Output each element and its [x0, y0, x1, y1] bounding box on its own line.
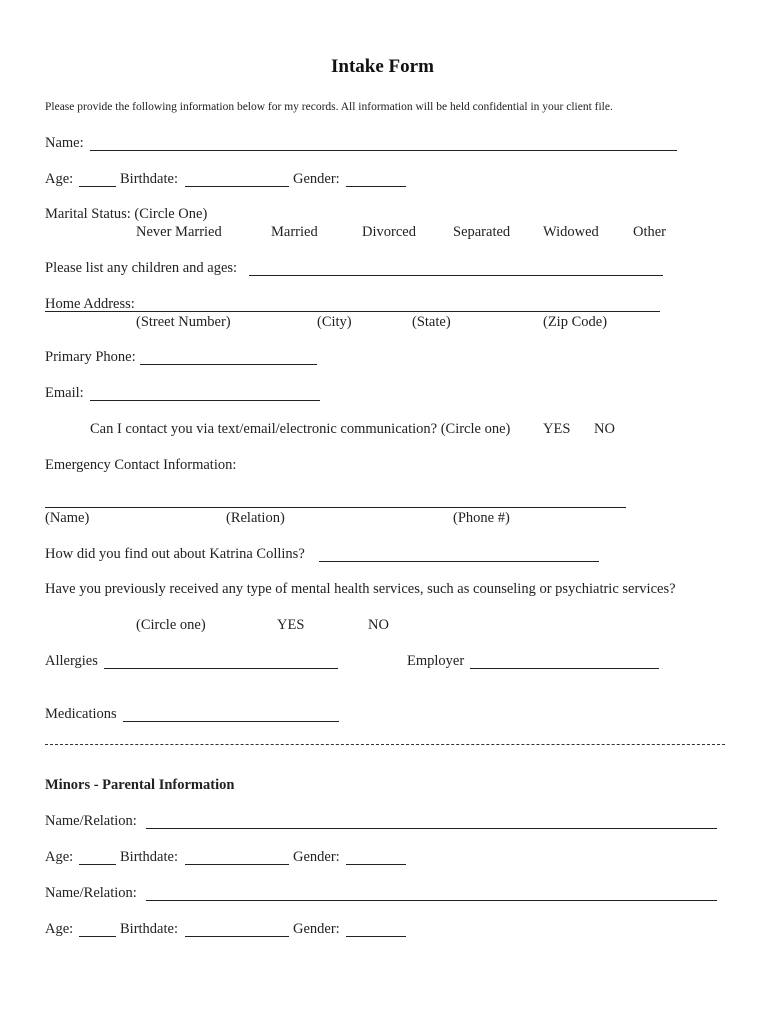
street-number-label: (Street Number): [136, 314, 231, 330]
marital-status-label: Marital Status: (Circle One): [45, 206, 208, 222]
name-label: Name:: [45, 135, 84, 151]
minor-birthdate-label-1: Birthdate:: [120, 849, 178, 865]
contact-question: Can I contact you via text/email/electronic communication? (Circle one): [90, 421, 511, 437]
emergency-contact-field[interactable]: [45, 507, 626, 508]
minors-heading: Minors - Parental Information: [45, 777, 235, 793]
emergency-relation-label: (Relation): [226, 510, 285, 526]
age-label: Age:: [45, 171, 74, 187]
minor-birthdate-label-2: Birthdate:: [120, 921, 178, 937]
gender-field[interactable]: [346, 186, 406, 187]
home-address-label: Home Address:: [45, 296, 135, 312]
minor-age-label-2: Age:: [45, 921, 74, 937]
contact-yes-option[interactable]: YES: [543, 421, 571, 437]
gender-label: Gender:: [293, 171, 340, 187]
children-label: Please list any children and ages:: [45, 260, 238, 276]
services-no-option[interactable]: NO: [368, 617, 389, 633]
minor-name-relation-label-2: Name/Relation:: [45, 885, 137, 901]
marital-option-widowed[interactable]: Widowed: [543, 224, 599, 240]
minor-gender-label-1: Gender:: [293, 849, 340, 865]
minor-age-field-2[interactable]: [79, 936, 116, 937]
marital-option-never-married[interactable]: Never Married: [136, 224, 222, 240]
emergency-contact-label: Emergency Contact Information:: [45, 457, 237, 473]
emergency-name-label: (Name): [45, 510, 90, 526]
previous-services-question: Have you previously received any type of mental health services, such as counseling or psychiatric services?: [45, 581, 676, 597]
minor-name-relation-label-1: Name/Relation:: [45, 813, 137, 829]
form-title: Intake Form: [331, 56, 434, 77]
minor-birthdate-field-2[interactable]: [185, 936, 289, 937]
primary-phone-field[interactable]: [140, 364, 317, 365]
email-label: Email:: [45, 385, 84, 401]
minor-gender-label-2: Gender:: [293, 921, 340, 937]
medications-field[interactable]: [123, 721, 339, 722]
minor-birthdate-field-1[interactable]: [185, 864, 289, 865]
email-field[interactable]: [90, 400, 320, 401]
allergies-field[interactable]: [104, 668, 338, 669]
marital-option-married[interactable]: Married: [271, 224, 318, 240]
referral-label: How did you find out about Katrina Collins?: [45, 546, 305, 562]
marital-option-divorced[interactable]: Divorced: [362, 224, 416, 240]
services-yes-option[interactable]: YES: [277, 617, 305, 633]
minor-name-relation-field-1[interactable]: [146, 828, 717, 829]
home-address-field[interactable]: [45, 311, 660, 312]
minor-gender-field-2[interactable]: [346, 936, 406, 937]
circle-one-label: (Circle one): [136, 617, 206, 633]
marital-option-separated[interactable]: Separated: [453, 224, 511, 240]
minor-age-label-1: Age:: [45, 849, 74, 865]
marital-option-other[interactable]: Other: [633, 224, 667, 240]
employer-label: Employer: [407, 653, 465, 669]
contact-no-option[interactable]: NO: [594, 421, 615, 437]
referral-field[interactable]: [319, 561, 599, 562]
intro-text: Please provide the following information below for my records. All information will be held confidential in your client file.: [45, 101, 613, 113]
allergies-label: Allergies: [45, 653, 98, 669]
emergency-phone-label: (Phone #): [453, 510, 510, 526]
birthdate-label: Birthdate:: [120, 171, 178, 187]
children-field[interactable]: [249, 275, 663, 276]
city-label: (City): [317, 314, 352, 330]
medications-label: Medications: [45, 706, 117, 722]
name-field[interactable]: [90, 150, 677, 151]
minor-gender-field-1[interactable]: [346, 864, 406, 865]
age-field[interactable]: [79, 186, 116, 187]
primary-phone-label: Primary Phone:: [45, 349, 136, 365]
section-divider: [45, 744, 725, 745]
minor-name-relation-field-2[interactable]: [146, 900, 717, 901]
minor-age-field-1[interactable]: [79, 864, 116, 865]
state-label: (State): [412, 314, 451, 330]
employer-field[interactable]: [470, 668, 659, 669]
birthdate-field[interactable]: [185, 186, 289, 187]
zip-code-label: (Zip Code): [543, 314, 608, 330]
